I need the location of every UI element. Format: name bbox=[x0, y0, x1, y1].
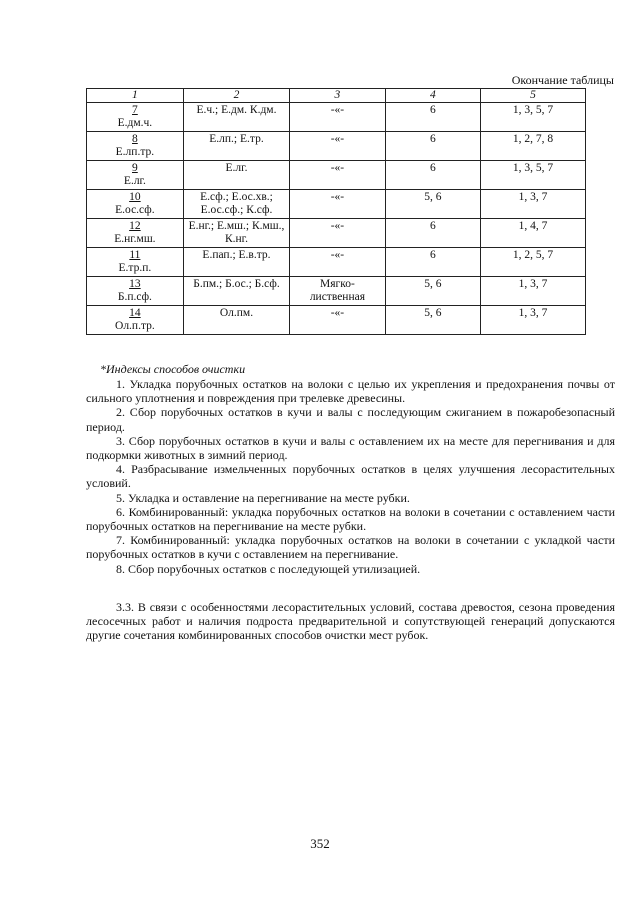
methods-cell: 1, 3, 7 bbox=[481, 306, 586, 335]
table-row bbox=[87, 219, 586, 248]
note-item: 8. Сбор порубочных остатков с последующей утилизацией. bbox=[116, 561, 421, 576]
value-cell: 6 bbox=[385, 103, 480, 132]
note-item: 3. Сбор порубочных остатков в кучи и валы с оставлением их на месте для перегнивания и для подкормки животных в зимний период. bbox=[86, 433, 615, 463]
forest-type-code: Е.лг. bbox=[123, 175, 146, 187]
note-item: 7. Комбинированный: укладка порубочных остатков на волоки в сочетании с укладкой части порубочных остатков в кучи с оставлением на перегнивание. bbox=[86, 533, 615, 562]
value-cell: 6 bbox=[385, 161, 480, 190]
forest-type-code: Б.п.сф. bbox=[117, 291, 152, 303]
note-item: 6. Комбинированный: укладка порубочных остатков на волоки в сочетании с оставлением части порубочных остатков на перегнивание на месте рубки. bbox=[86, 504, 615, 534]
methods-cell: 1, 4, 7 bbox=[481, 219, 586, 248]
methods-cell: 1, 3, 5, 7 bbox=[481, 161, 586, 190]
group-cell: -«- bbox=[290, 132, 385, 161]
header-col-1: 1 bbox=[87, 89, 184, 103]
table-row bbox=[87, 248, 586, 277]
header-col-4: 4 bbox=[385, 89, 480, 103]
value-cell: 5, 6 bbox=[385, 306, 480, 335]
value-cell: 6 bbox=[385, 132, 480, 161]
row-number: 14 bbox=[129, 307, 141, 319]
header-col-3: 3 bbox=[290, 89, 385, 103]
stand-types-cell: Е.лп.; Е.тр. bbox=[183, 132, 289, 161]
forest-type-cell bbox=[87, 161, 184, 190]
row-number: 11 bbox=[129, 249, 141, 261]
notes-list bbox=[86, 377, 615, 576]
stand-types-cell: Е.нг.; Е.мш.; К.мш., К.нг. bbox=[183, 219, 289, 248]
methods-cell: 1, 3, 7 bbox=[481, 190, 586, 219]
cleaning-methods-table bbox=[86, 88, 586, 335]
forest-type-code: Е.лп.тр. bbox=[115, 146, 155, 158]
header-col-2: 2 bbox=[183, 89, 289, 103]
stand-types-cell: Ол.пм. bbox=[183, 306, 289, 335]
group-cell: -«- bbox=[290, 219, 385, 248]
forest-type-cell bbox=[87, 277, 184, 306]
stand-types-cell: Е.пап.; Е.в.тр. bbox=[183, 248, 289, 277]
forest-type-cell bbox=[87, 190, 184, 219]
stand-types-cell: Е.сф.; Е.ос.хв.; Е.ос.сф.; К.сф. bbox=[183, 190, 289, 219]
row-number: 10 bbox=[129, 191, 141, 203]
forest-type-code: Е.нг.мш. bbox=[114, 233, 156, 245]
notes-title: *Индексы способов очистки bbox=[100, 362, 246, 376]
group-cell: -«- bbox=[290, 248, 385, 277]
value-cell: 5, 6 bbox=[385, 277, 480, 306]
value-cell: 6 bbox=[385, 219, 480, 248]
table-row bbox=[87, 132, 586, 161]
row-number: 9 bbox=[132, 162, 138, 174]
page-number: 352 bbox=[310, 836, 330, 851]
table-row bbox=[87, 306, 586, 335]
forest-type-cell bbox=[87, 132, 184, 161]
forest-type-cell bbox=[87, 103, 184, 132]
table-caption: Окончание таблицы bbox=[511, 73, 614, 87]
group-cell: -«- bbox=[290, 103, 385, 132]
note-item: 4. Разбрасывание измельченных порубочных остатков в целях улучшения лесорастительных условий. bbox=[86, 462, 615, 491]
table-row bbox=[87, 190, 586, 219]
group-cell: -«- bbox=[290, 161, 385, 190]
row-number: 12 bbox=[129, 220, 141, 232]
group-cell: -«- bbox=[290, 190, 385, 219]
methods-cell: 1, 3, 7 bbox=[481, 277, 586, 306]
stand-types-cell: Е.лг. bbox=[183, 161, 289, 190]
row-number: 13 bbox=[129, 278, 141, 290]
value-cell: 6 bbox=[385, 248, 480, 277]
table-header-row bbox=[87, 89, 586, 103]
note-item: 1. Укладка порубочных остатков на волоки с целью их укрепления и предохранения почвы от сильного уплотнения и повреждения при трелевке древесины. bbox=[86, 377, 615, 406]
value-cell: 5, 6 bbox=[385, 190, 480, 219]
forest-type-code: Е.тр.п. bbox=[118, 262, 152, 274]
methods-cell: 1, 2, 7, 8 bbox=[481, 132, 586, 161]
group-cell: -«- bbox=[290, 306, 385, 335]
methods-cell: 1, 3, 5, 7 bbox=[481, 103, 586, 132]
forest-type-code: Е.дм.ч. bbox=[117, 117, 153, 129]
header-col-5: 5 bbox=[481, 89, 586, 103]
forest-type-cell bbox=[87, 248, 184, 277]
forest-type-cell bbox=[87, 219, 184, 248]
stand-types-cell: Б.пм.; Б.ос.; Б.сф. bbox=[183, 277, 289, 306]
section-3-3-paragraph: 3.3. В связи с особенностями лесорастительных условий, состава древостоя, сезона проведения лесосечных работ и наличия подроста предварительной и сопутствующей генераций допускаются другие сочетания комбинированных способов очистки мест рубок. bbox=[86, 600, 615, 643]
table-row bbox=[87, 161, 586, 190]
methods-cell: 1, 2, 5, 7 bbox=[481, 248, 586, 277]
forest-type-code: Е.ос.сф. bbox=[115, 204, 155, 216]
table-row bbox=[87, 103, 586, 132]
stand-types-cell: Е.ч.; Е.дм. К.дм. bbox=[183, 103, 289, 132]
row-number: 7 bbox=[132, 104, 138, 116]
note-item: 5. Укладка и оставление на перегнивание на месте рубки. bbox=[116, 490, 410, 505]
note-item: 2. Сбор порубочных остатков в кучи и валы с последующим сжиганием в пожаробезопасный период. bbox=[86, 405, 615, 434]
group-cell: Мягко-лиственная bbox=[290, 277, 385, 306]
row-number: 8 bbox=[132, 133, 138, 145]
forest-type-code: Ол.п.тр. bbox=[115, 320, 155, 332]
forest-type-cell bbox=[87, 306, 184, 335]
table-row bbox=[87, 277, 586, 306]
section-3-3 bbox=[86, 600, 615, 643]
